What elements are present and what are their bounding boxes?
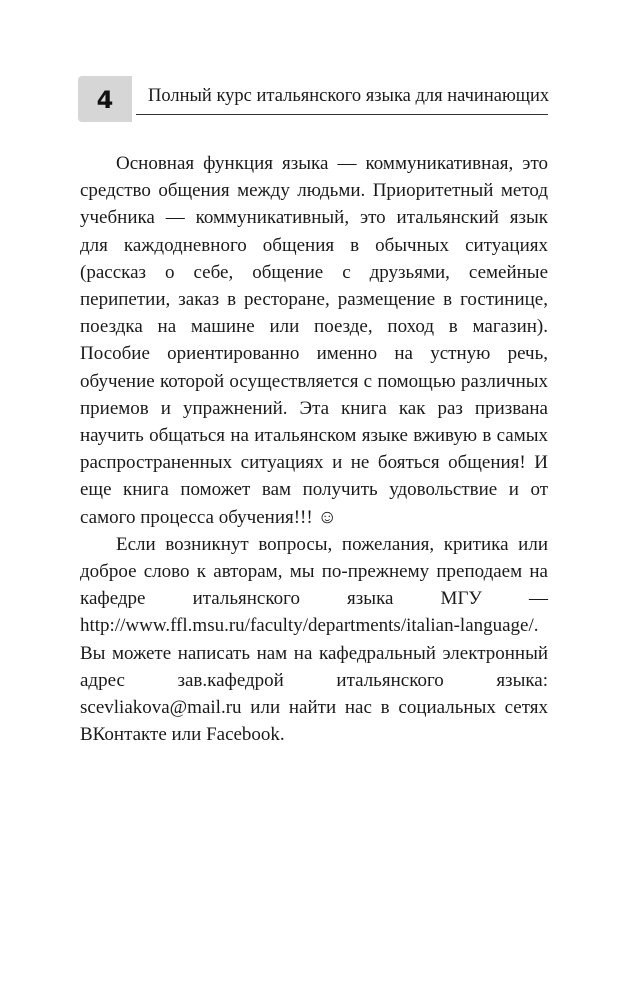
- paragraph-1: Основная функция языка — коммуникативная, это средство общения между людьми. Приоритетный метод учебника — коммуникативный, это итальянский язык для каждодневного общения в обычных ситуациях (рассказ о себе, общение с друзьями, семейные перипетии, заказ в ресторане, размещение в гостинице, поездка на машине или поезде, поход в магазин). Пособие ориентированно именно на устную речь, обучение которой осуществляется с помощью различных приемов и упражнений. Эта книга как раз призвана научить общаться на итальянском языке вживую в самых распространенных ситуациях и не бояться общения! И еще книга поможет вам получить удовольствие и от самого процесса обучения!!! ☺: [80, 153, 548, 528]
- page-number: 4: [96, 86, 114, 114]
- running-title: Полный курс итальянского языка для начинающих: [148, 86, 550, 106]
- header-rule: [136, 114, 548, 115]
- paragraph-2: Если возникнут вопросы, пожелания, критика или доброе слово к авторам, мы по-прежнему преподаем на кафедре итальянского языка МГУ — http://www.ffl.msu.ru/faculty/departments/italian-language/. Вы можете написать нам на кафедральный электронный адрес зав.кафедрой итальянского языка: scevliakova@mail.ru или найти нас в социальных сетях ВКонтакте или Facebook.: [80, 533, 548, 746]
- running-header: [78, 76, 548, 124]
- body-text: [80, 150, 548, 748]
